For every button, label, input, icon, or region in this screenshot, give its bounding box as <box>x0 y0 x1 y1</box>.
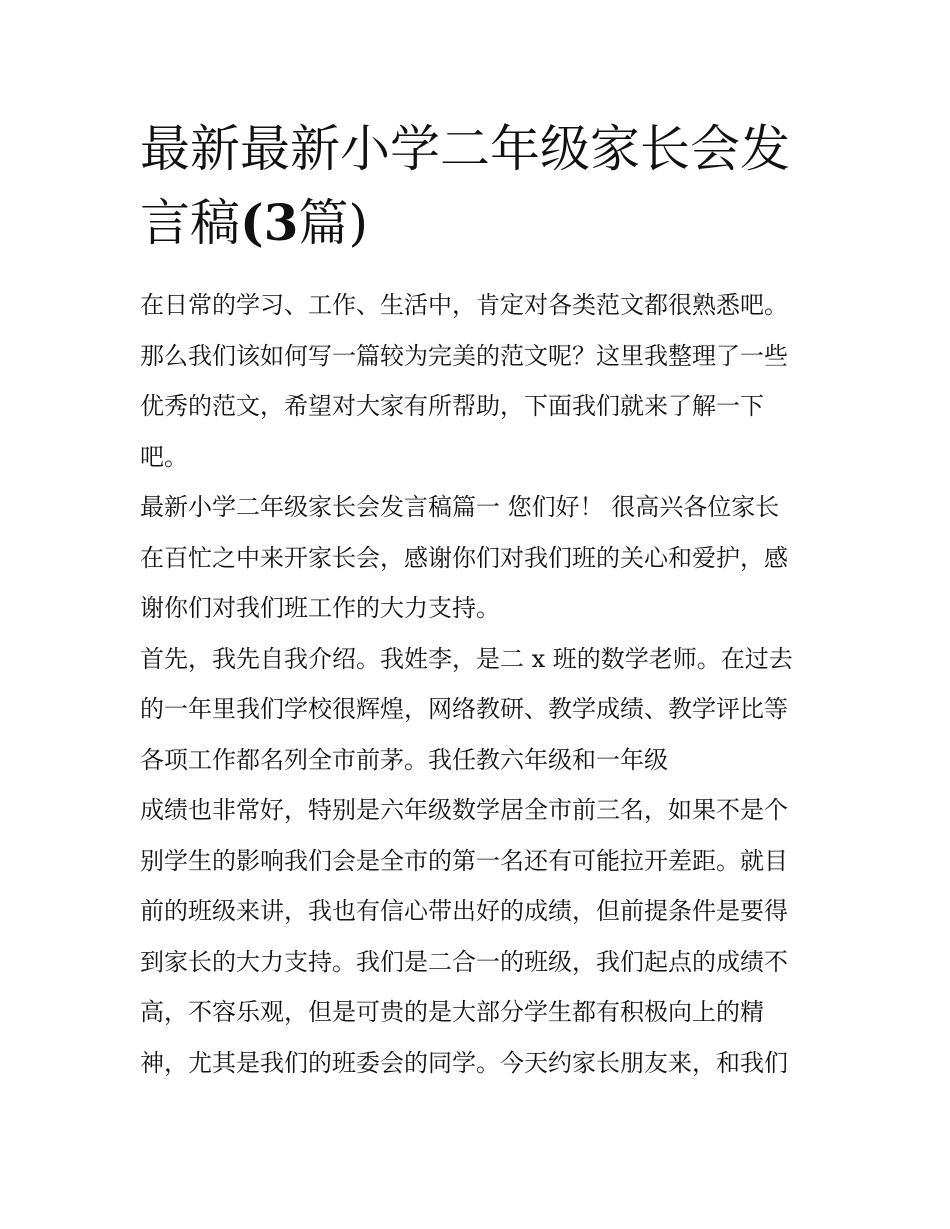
title-line-1: 最新最新小学二年级家长会发 <box>140 120 790 178</box>
text-line: 神，尤其是我们的班委会的同学。今天约家长朋友来，和我们 <box>140 1048 788 1077</box>
title-line-2-bold: (3 <box>240 193 299 252</box>
text-line: 最新小学二年级家长会发言稿篇一 您们好！ 很高兴各位家长 <box>140 493 780 521</box>
text-line: 吧。 <box>140 442 188 471</box>
text-line: 那么我们该如何写一篇较为完美的范文呢？这里我整理了一些 <box>140 341 788 370</box>
text-line: 在百忙之中来开家长会，感谢你们对我们班的关心和爱护，感 <box>140 543 788 572</box>
document-body <box>140 280 830 1088</box>
text-line: 优秀的范文，希望对大家有所帮助，下面我们就来了解一下 <box>140 392 764 420</box>
title-line-2-suffix: 篇) <box>298 194 368 252</box>
text-line: 别学生的影响我们会是全市的第一名还有可能拉开差距。就目 <box>140 846 788 875</box>
text-line: 成绩也非常好，特别是六年级数学居全市前三名，如果不是个 <box>140 796 788 824</box>
text-line: 的一年里我们学校很辉煌，网络教研、教学成绩、教学评比等 <box>140 695 788 723</box>
text-line: 谢你们对我们班工作的大力支持。 <box>140 594 500 622</box>
text-line: 各项工作都名列全市前茅。我任教六年级和一年级 <box>140 745 668 774</box>
text-line: 到家长的大力支持。我们是二合一的班级，我们起点的成绩不 <box>140 947 788 976</box>
text-line: 在日常的学习、工作、生活中，肯定对各类范文都很熟悉吧。 <box>140 291 788 319</box>
text-line: 前的班级来讲，我也有信心带出好的成绩，但前提条件是要得 <box>140 897 788 925</box>
text-line: 首先，我先自我介绍。我姓李，是二 x 班的数学老师。在过去 <box>140 644 793 673</box>
document-title <box>140 112 830 260</box>
title-line-2-prefix: 言稿 <box>140 194 240 252</box>
text-line: 高，不容乐观，但是可贵的是大部分学生都有积极向上的精 <box>140 998 764 1026</box>
